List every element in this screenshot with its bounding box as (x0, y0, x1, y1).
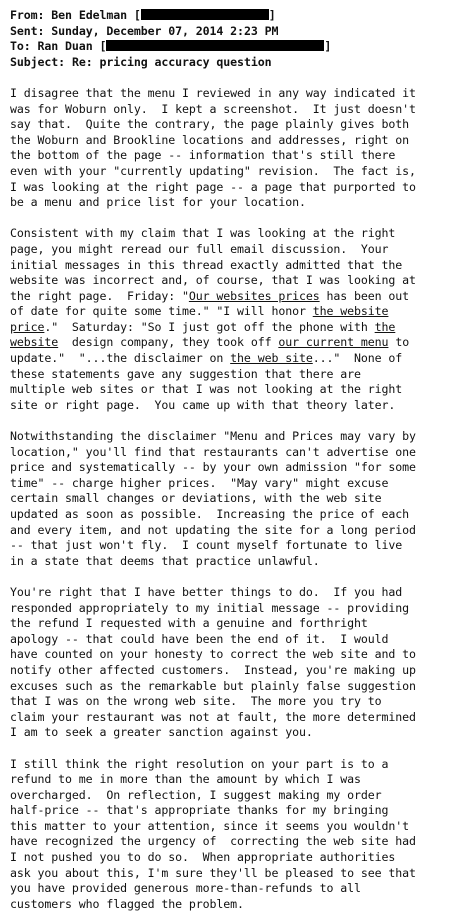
to-label: To: (10, 39, 31, 53)
body-line (10, 148, 460, 164)
sent-value: Sunday, December 07, 2014 2:23 PM (51, 24, 278, 38)
body-paragraph (10, 86, 460, 211)
body-line (10, 881, 460, 897)
text-run: the Woburn and Brookline locations and addresses, right on (10, 133, 409, 147)
text-run: location," you'll find that restaurants can't advertise one (10, 445, 416, 459)
text-run: these statements gave any suggestion that there are (10, 367, 361, 381)
text-run: excuses such as the remarkable but plainly false suggestion (10, 679, 416, 693)
underlined-text: Our websites prices (189, 289, 320, 303)
text-run: this matter to your attention, since it seems you wouldn't (10, 819, 409, 833)
body-paragraph (10, 757, 460, 912)
to-name: Ran Duan (38, 39, 93, 53)
text-run: notify other affected customers. Instead, you're making up (10, 663, 416, 677)
body-line (10, 710, 460, 726)
text-run: to (388, 335, 409, 349)
text-run: I still think the right resolution on your part is to a (10, 757, 388, 771)
to-bracket-close (324, 39, 331, 53)
body-line (10, 772, 460, 788)
text-run: has been out (320, 289, 409, 303)
body-line (10, 523, 460, 539)
text-run: I was looking at the right page -- a page that purported to (10, 180, 416, 194)
subject-line (10, 55, 460, 71)
body-line (10, 117, 460, 133)
body-line (10, 663, 460, 679)
to-line (10, 39, 460, 55)
body-line (10, 850, 460, 866)
underlined-text: our current menu (278, 335, 388, 349)
text-run: -- that just won't fly. I count myself fortunate to live (10, 538, 402, 552)
underlined-text: price (10, 320, 44, 334)
text-run: You're right that I have better things to do. If you had (10, 585, 402, 599)
text-run: Notwithstanding the disclaimer "Menu and Prices may vary by (10, 429, 416, 443)
email-message (10, 8, 460, 912)
body-line (10, 164, 460, 180)
body-line (10, 803, 460, 819)
text-run: you have provided generous more-than-refunds to all (10, 881, 361, 895)
text-run: time" -- charge higher prices. "May vary" might excuse (10, 476, 388, 490)
underlined-text: the web site (230, 351, 313, 365)
text-run: refund to me in more than the amount by which I was (10, 772, 361, 786)
body-line (10, 788, 460, 804)
text-run: the refund I requested with a genuine and forthright (10, 616, 368, 630)
body-line (10, 819, 460, 835)
text-run: say that. Quite the contrary, the page plainly gives both (10, 117, 409, 131)
to-redaction (99, 39, 324, 53)
body-line (10, 320, 460, 336)
body-line (10, 897, 460, 912)
text-run: website was incorrect and, of course, that I was looking at (10, 273, 416, 287)
text-run: ..." None of (313, 351, 402, 365)
body-line (10, 632, 460, 648)
body-line (10, 304, 460, 320)
body-paragraph (10, 226, 460, 413)
text-run: certain small changes or deviations, with the web site (10, 491, 382, 505)
text-run: overcharged. On reflection, I suggest making my order (10, 788, 382, 802)
body-line (10, 180, 460, 196)
text-run: Consistent with my claim that I was looking at the right (10, 226, 395, 240)
text-run: half-price -- that's appropriate thanks for my bringing (10, 803, 388, 817)
text-run: design company, they took off (58, 335, 278, 349)
from-redaction (134, 8, 269, 22)
body-line (10, 757, 460, 773)
body-line (10, 694, 460, 710)
from-line (10, 8, 460, 24)
body-line (10, 554, 460, 570)
body-line (10, 273, 460, 289)
subject-label: Subject: (10, 55, 65, 69)
body-line (10, 398, 460, 414)
underlined-text: website (10, 335, 58, 349)
body-line (10, 507, 460, 523)
text-run: in a state that deems that practice unlawful. (10, 554, 320, 568)
body-line (10, 647, 460, 663)
text-run: site or right page. You came up with that theory later. (10, 398, 395, 412)
body-paragraph (10, 585, 460, 741)
body-line (10, 382, 460, 398)
body-line (10, 226, 460, 242)
body-line (10, 445, 460, 461)
body-line (10, 679, 460, 695)
underlined-text: the website (313, 304, 389, 318)
sent-label: Sent: (10, 24, 44, 38)
text-run: multiple web sites or that I was not looking at the right (10, 382, 402, 396)
body-line (10, 834, 460, 850)
body-line (10, 725, 460, 741)
email-body (10, 86, 460, 912)
text-run: that I was on the wrong web site. The more you try to (10, 694, 382, 708)
body-line (10, 289, 460, 305)
text-run: I disagree that the menu I reviewed in any way indicated it (10, 86, 416, 100)
text-run: have counted on your honesty to correct the web site and to (10, 647, 416, 661)
body-line (10, 601, 460, 617)
text-run: of date for quite some time." "I will honor (10, 304, 313, 318)
text-run: ask you about this, I'm sure they'll be pleased to see that (10, 866, 416, 880)
text-run: I am to seek a greater sanction against you. (10, 725, 313, 739)
text-run: ." Saturday: "So I just got off the phone with (44, 320, 374, 334)
text-run: price and systematically -- by your own admission "for some (10, 460, 416, 474)
body-line (10, 585, 460, 601)
from-name: Ben Edelman (51, 8, 127, 22)
from-bracket-close (269, 8, 276, 22)
text-run: responded appropriately to my initial message -- providing (10, 601, 409, 615)
text-run: was for Woburn only. I kept a screenshot. It just doesn't (10, 102, 416, 116)
body-line (10, 86, 460, 102)
underlined-text: the (375, 320, 396, 334)
text-run: initial messages in this thread exactly admitted that the (10, 258, 402, 272)
text-run: customers who flagged the problem. (10, 897, 244, 911)
text-run: be a menu and price list for your location. (10, 195, 306, 209)
body-line (10, 258, 460, 274)
body-paragraph (10, 429, 460, 569)
text-run: I not pushed you to do so. When appropriate authorities (10, 850, 395, 864)
body-line (10, 460, 460, 476)
text-run: apology -- that could have been the end of it. I would (10, 632, 388, 646)
text-run: have recognized the urgency of correcting the web site had (10, 834, 416, 848)
text-run: even with your "currently updating" revision. The fact is, (10, 164, 416, 178)
text-run: page, you might reread our full email discussion. Your (10, 242, 388, 256)
text-run: the bottom of the page -- information that's still there (10, 148, 395, 162)
body-line (10, 242, 460, 258)
sent-line (10, 24, 460, 40)
body-line (10, 351, 460, 367)
body-line (10, 616, 460, 632)
body-line (10, 429, 460, 445)
body-line (10, 335, 460, 351)
subject-value: Re: pricing accuracy question (72, 55, 272, 69)
body-line (10, 538, 460, 554)
from-label: From: (10, 8, 44, 22)
text-run: claim your restaurant was not at fault, the more determined (10, 710, 416, 724)
body-line (10, 133, 460, 149)
text-run: updated as soon as possible. Increasing the price of each (10, 507, 409, 521)
body-line (10, 195, 460, 211)
body-line (10, 866, 460, 882)
body-line (10, 367, 460, 383)
body-line (10, 491, 460, 507)
body-line (10, 476, 460, 492)
text-run: and every item, and not updating the site for a long period (10, 523, 416, 537)
text-run: the right page. Friday: " (10, 289, 189, 303)
body-line (10, 102, 460, 118)
text-run: update." "...the disclaimer on (10, 351, 230, 365)
